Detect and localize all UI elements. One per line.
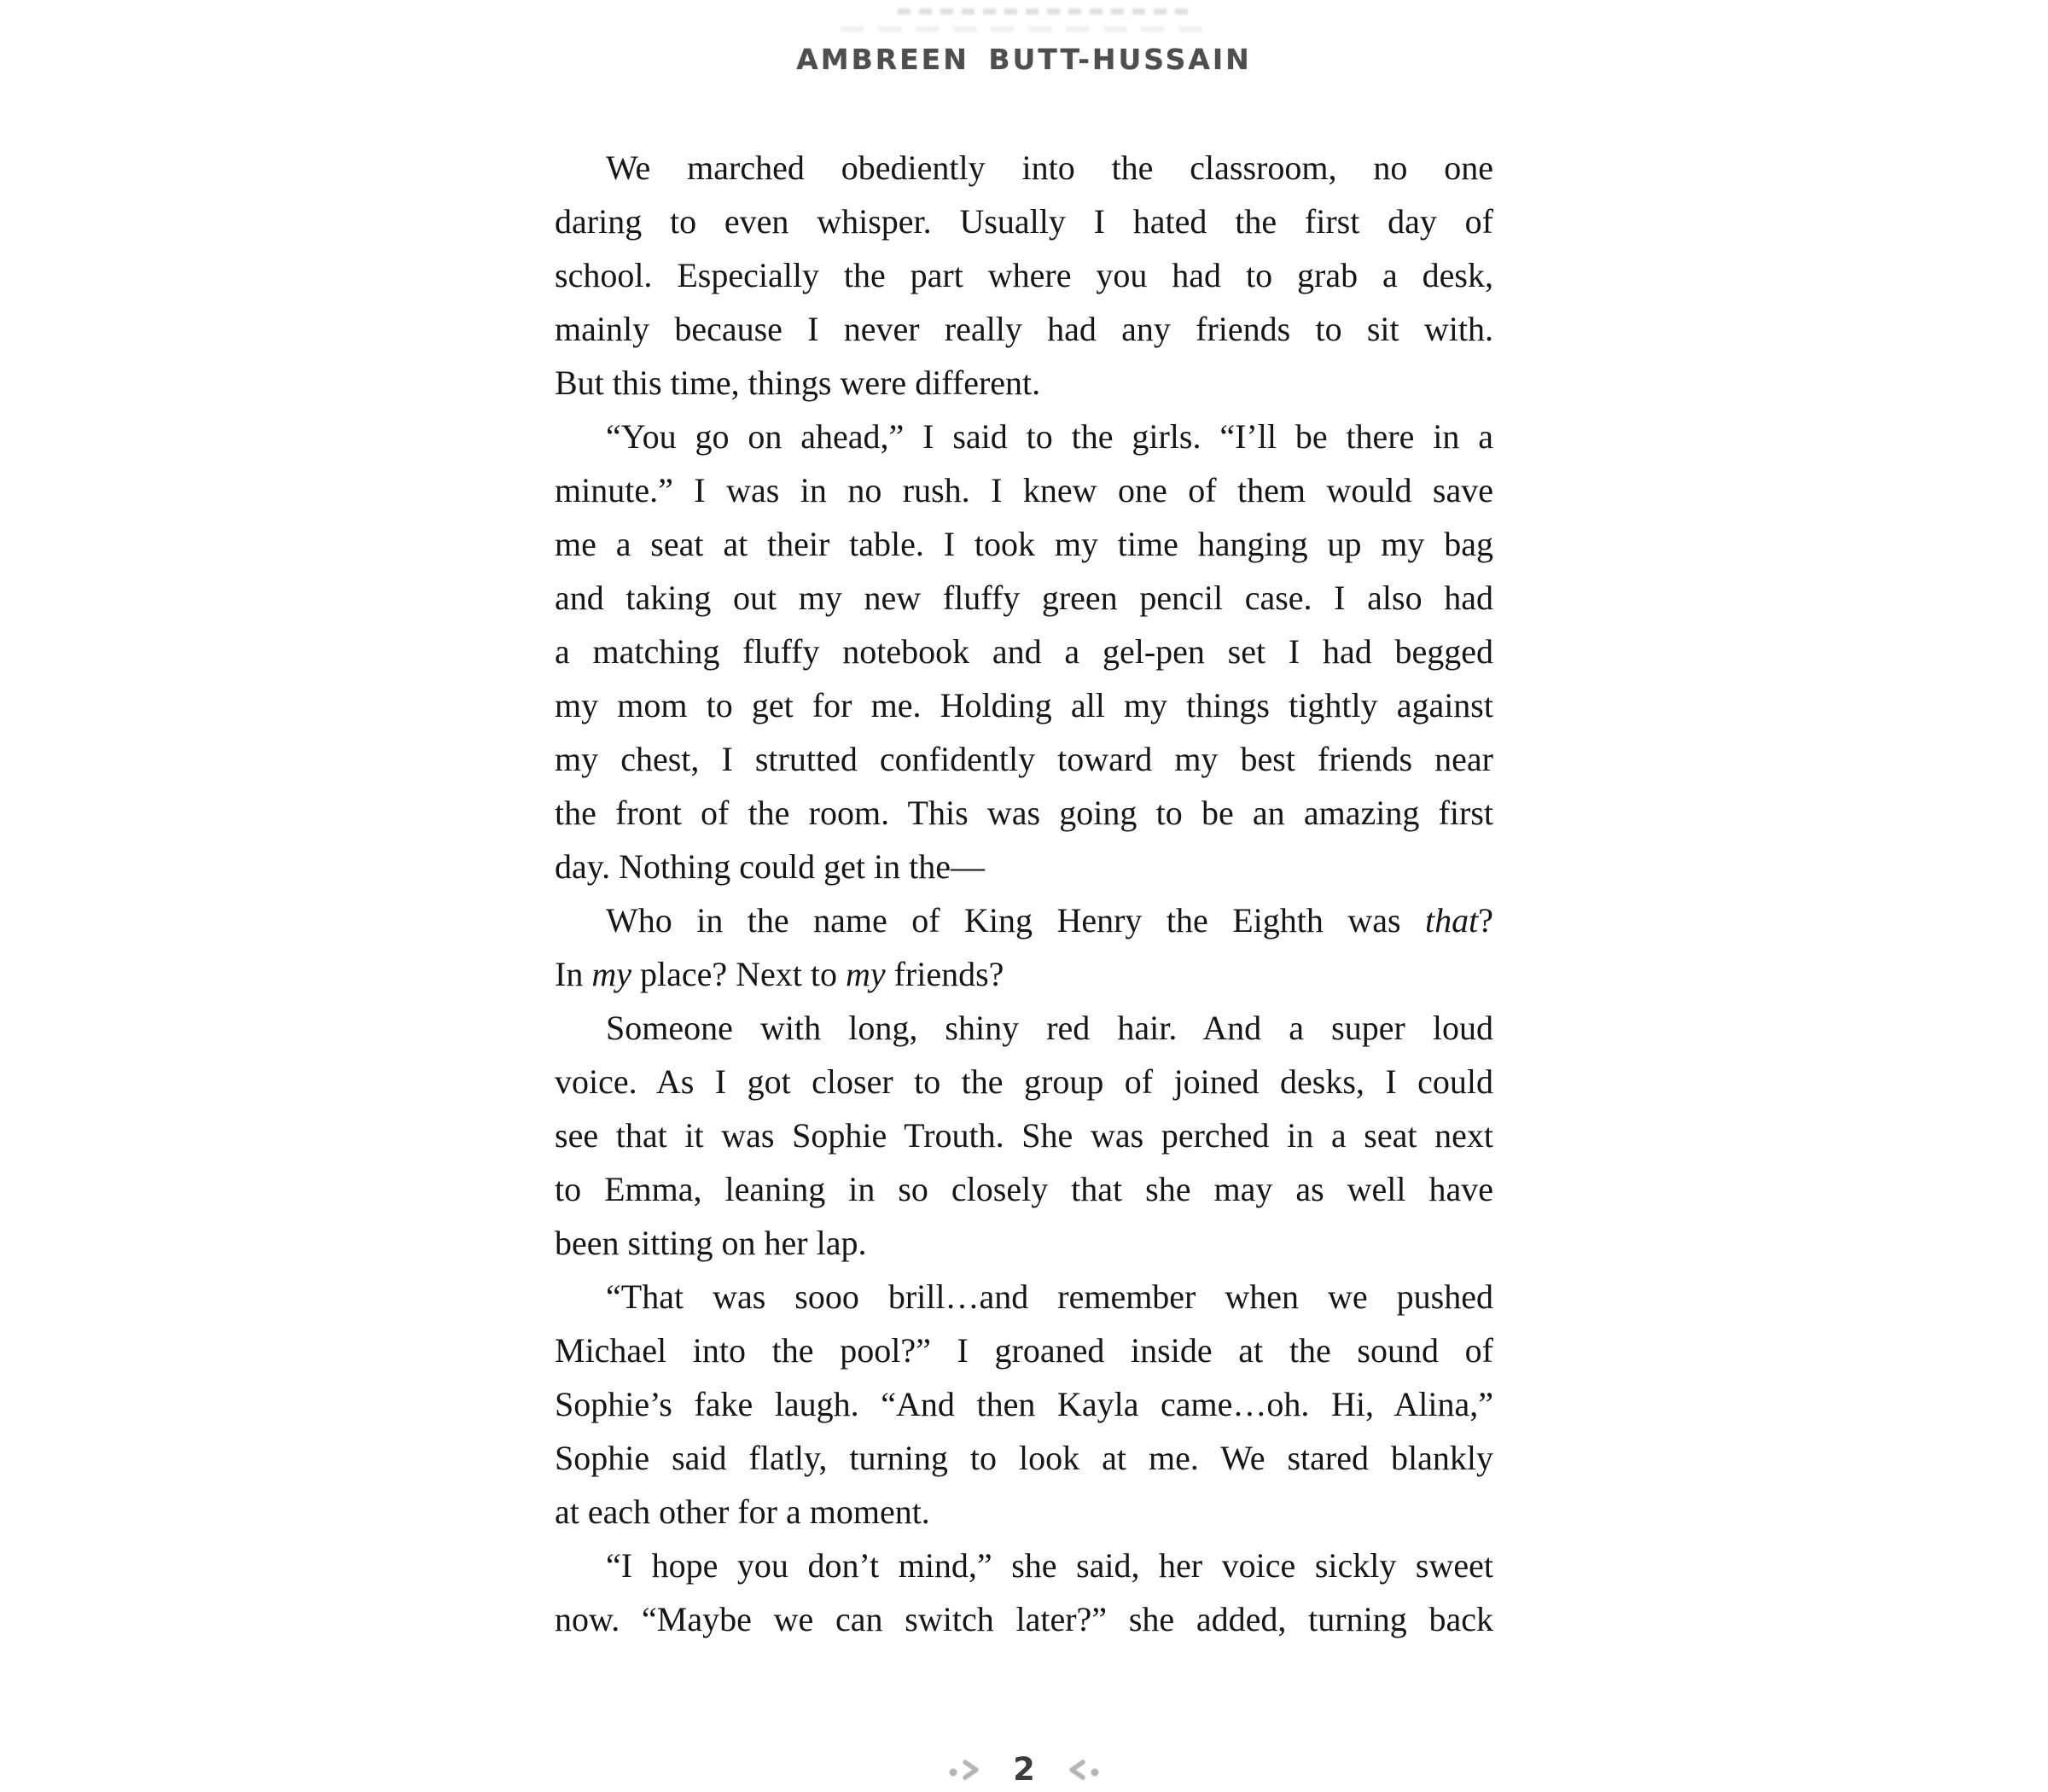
dot-chevron-right-icon: [946, 1757, 984, 1783]
text-line: a matching fluffy notebook and a gel-pen set I had begged: [555, 632, 1493, 671]
paragraph: [555, 1001, 1493, 1270]
text-line: Sophie’s fake laugh. “And then Kayla came…oh. Hi, Alina,”: [555, 1385, 1493, 1423]
paragraph: [555, 1539, 1493, 1646]
running-header-author: AMBREEN BUTT-HUSSAIN: [796, 43, 1252, 76]
text-line: “I hope you don’t mind,” she said, her voice sickly sweet: [606, 1546, 1493, 1585]
text-line: But this time, things were different.: [555, 364, 1041, 402]
text-line: at each other for a moment.: [555, 1492, 930, 1531]
text-line: been sitting on her lap.: [555, 1224, 867, 1262]
text-line: daring to even whisper. Usually I hated the first day of: [555, 202, 1493, 241]
page-footer: [0, 1751, 2048, 1788]
text-line: to Emma, leaning in so closely that she may as well have: [555, 1170, 1493, 1208]
paragraph: [555, 141, 1493, 410]
text-line: mainly because I never really had any friends to sit with.: [555, 310, 1493, 348]
text-line: school. Especially the part where you had to grab a desk,: [555, 256, 1493, 294]
text-line: voice. As I got closer to the group of joined desks, I could: [555, 1062, 1493, 1101]
text-line: Someone with long, shiny red hair. And a super loud: [606, 1009, 1493, 1047]
text-line: minute.” I was in no rush. I knew one of them would save: [555, 471, 1493, 509]
paragraph: [555, 1270, 1493, 1539]
text-line: In my place? Next to my friends?: [555, 955, 1004, 993]
text-line: my mom to get for me. Holding all my things tightly against: [555, 686, 1493, 724]
text-line: “That was sooo brill…and remember when we pushed: [606, 1277, 1493, 1316]
text-line: We marched obediently into the classroom, no one: [606, 148, 1493, 187]
text-line: Michael into the pool?” I groaned inside at the sound of: [555, 1331, 1493, 1370]
text-line: day. Nothing could get in the—: [555, 847, 985, 886]
page-number: 2: [1013, 1751, 1035, 1788]
paragraph: [555, 410, 1493, 893]
text-line: me a seat at their table. I took my time hanging up my bag: [555, 525, 1493, 563]
text-line: and taking out my new fluffy green pencil case. I also had: [555, 579, 1493, 617]
text-line: Who in the name of King Henry the Eighth was that?: [606, 901, 1493, 940]
text-line: “You go on ahead,” I said to the girls. “I’ll be there in a: [606, 417, 1493, 456]
text-line: my chest, I strutted confidently toward my best friends near: [555, 740, 1493, 778]
body-text: [555, 141, 1493, 1646]
text-line: see that it was Sophie Trouth. She was perched in a seat next: [555, 1116, 1493, 1155]
text-line: now. “Maybe we can switch later?” she added, turning back: [555, 1600, 1493, 1638]
text-line: the front of the room. This was going to be an amazing first: [555, 794, 1493, 832]
chevron-left-dot-icon: [1064, 1757, 1102, 1783]
paragraph: [555, 893, 1493, 1001]
text-line: Sophie said flatly, turning to look at me. We stared blankly: [555, 1439, 1493, 1477]
